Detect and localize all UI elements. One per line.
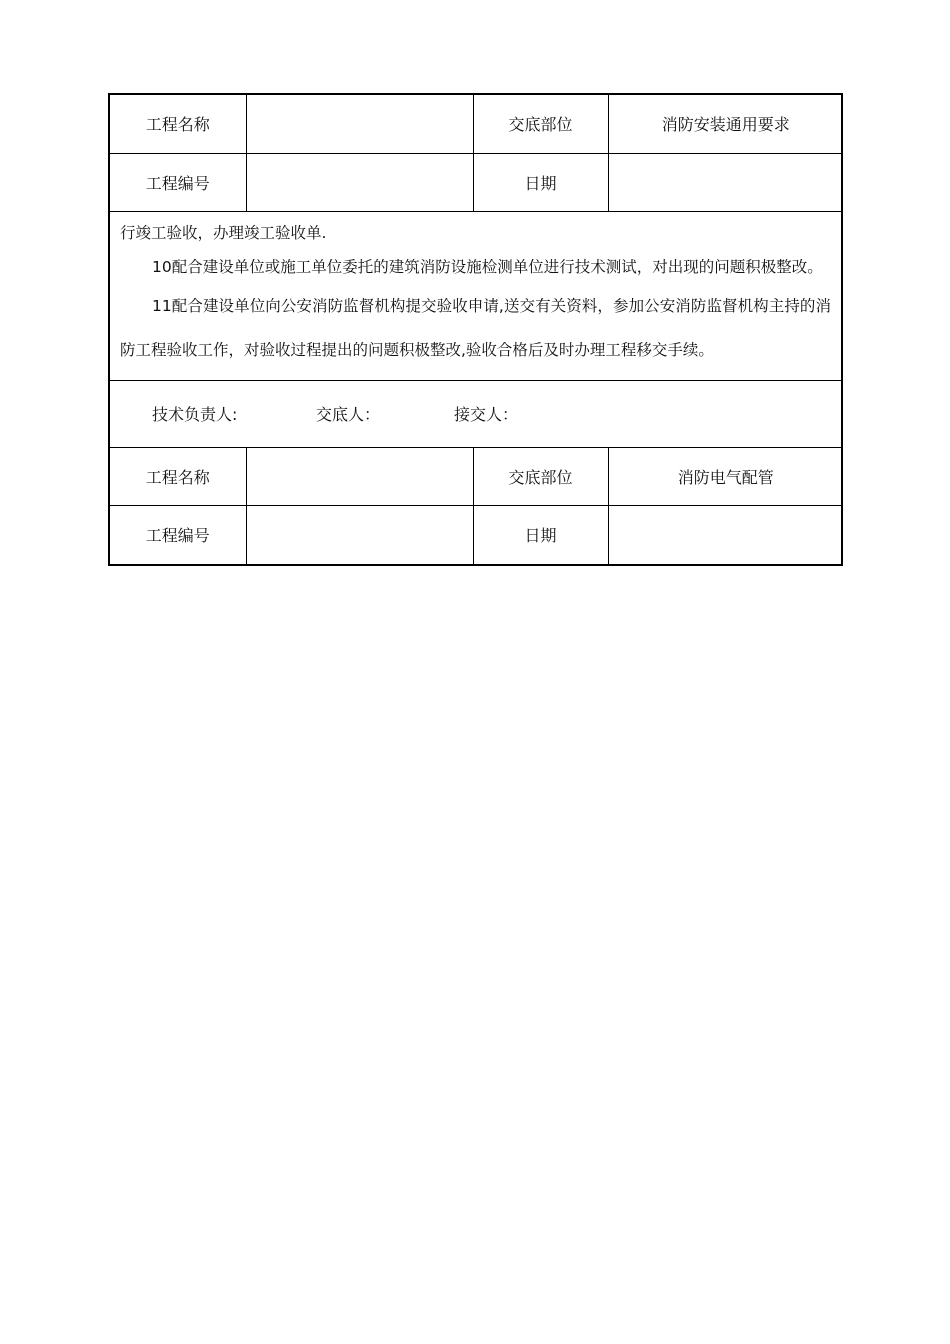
- project-name-label: 工程名称: [110, 95, 246, 153]
- header-row-project-no: [110, 153, 843, 211]
- project-name-value: [246, 448, 473, 506]
- disclosure-content: [110, 212, 841, 381]
- header-row-project-name: [110, 95, 843, 153]
- project-no-value: [246, 153, 473, 211]
- project-no-value: [246, 506, 473, 564]
- signature-row: [110, 381, 841, 448]
- header-table-1: [110, 95, 843, 212]
- date-value: [608, 153, 843, 211]
- content-paragraph-1: 行竣工验收，办理竣工验收单.: [120, 223, 327, 242]
- location-label: 交底部位: [473, 95, 608, 153]
- location-label: 交底部位: [473, 448, 608, 506]
- disclosure-sheet: [108, 93, 843, 566]
- header-row-project-name: [110, 448, 843, 506]
- header-table-2: [110, 448, 843, 564]
- discloser-signature: 交底人：: [316, 405, 381, 424]
- tech-lead-signature: 技术负责人:: [152, 405, 238, 424]
- project-no-label: 工程编号: [110, 506, 246, 564]
- project-no-label: 工程编号: [110, 153, 246, 211]
- header-row-project-no: [110, 506, 843, 564]
- receiver-signature: 接交人：: [454, 405, 519, 424]
- date-value: [608, 506, 843, 564]
- location-value: 消防安装通用要求: [608, 95, 843, 153]
- content-paragraph-3: 11配合建设单位向公安消防监督机构提交验收申请,送交有关资料，参加公安消防监督机构主持的消防工程验收工作，对验收过程提出的问题积极整改,验收合格后及时办理工程移交手续。: [120, 296, 831, 359]
- content-paragraph-2: 10配合建设单位或施工单位委托的建筑消防设施检测单位进行技术测试，对出现的问题积极整改。: [152, 257, 823, 276]
- project-name-label: 工程名称: [110, 448, 246, 506]
- location-value: 消防电气配管: [608, 448, 843, 506]
- date-label: 日期: [473, 506, 608, 564]
- project-name-value: [246, 95, 473, 153]
- date-label: 日期: [473, 153, 608, 211]
